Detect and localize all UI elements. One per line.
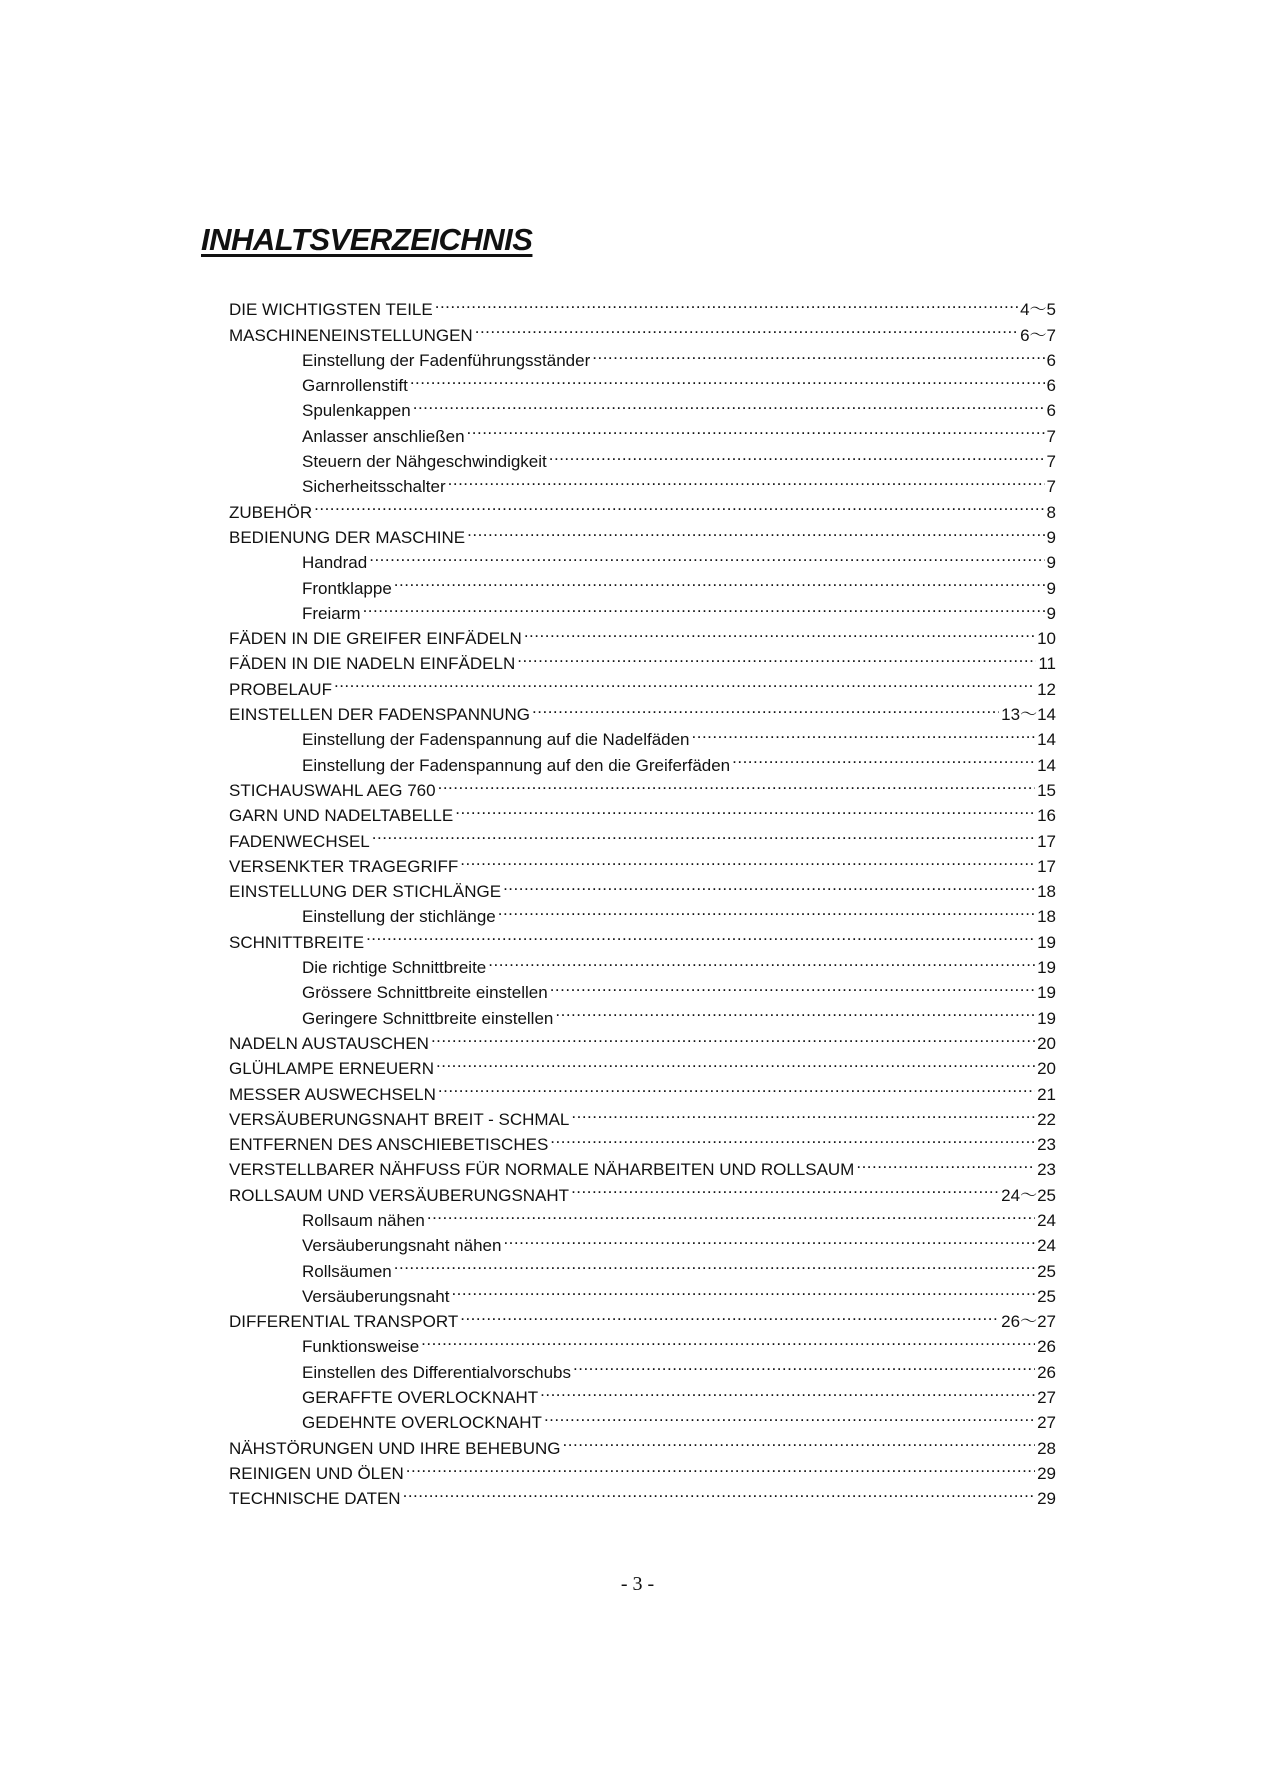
toc-entry-label: GEDEHNTE OVERLOCKNAHT: [302, 1413, 542, 1433]
toc-entry-page: 6: [1046, 401, 1056, 421]
toc-entry: [229, 492, 1056, 522]
toc-entry-label: NÄHSTÖRUNGEN UND IHRE BEHEBUNG: [229, 1438, 561, 1458]
toc-entry-label: Frontklappe: [302, 578, 392, 598]
toc-entry-page: 9: [1046, 578, 1056, 598]
toc-entry-label: Garnrollenstift: [302, 376, 408, 396]
toc-entry-label: VERSENKTER TRAGEGRIFF: [229, 856, 459, 876]
toc-entry-page: 14: [1037, 755, 1056, 775]
toc-entry-label: TECHNISCHE DATEN: [229, 1489, 401, 1509]
dot-leader: [563, 1428, 1036, 1453]
dot-leader: [550, 973, 1035, 998]
dot-leader: [363, 594, 1045, 619]
dot-leader: [692, 720, 1036, 745]
toc-entry-label: Versäuberungsnaht nähen: [302, 1236, 502, 1256]
toc-entry-label: SCHNITTBREITE: [229, 932, 365, 952]
dot-leader: [421, 1327, 1035, 1352]
toc-entry-label: FADENWECHSEL: [229, 831, 370, 851]
toc-entry-page: 23: [1037, 1135, 1056, 1155]
dot-leader: [571, 1100, 1035, 1125]
toc-entry-page: 6～7: [1020, 325, 1056, 345]
toc-entry-page: 22: [1037, 1109, 1056, 1129]
dot-leader: [451, 1277, 1035, 1302]
toc-entry-page: 12: [1037, 679, 1056, 699]
toc-entry-label: Die richtige Schnittbreite: [302, 958, 487, 978]
toc-entry-page: 20: [1037, 1059, 1056, 1079]
toc-entry-page: 24: [1037, 1210, 1056, 1230]
toc-entry-label: DIE WICHTIGSTEN TEILE: [229, 300, 433, 320]
toc-entry-label: NADELN AUSTAUSCHEN: [229, 1033, 429, 1053]
toc-entry-label: Grössere Schnittbreite einstellen: [302, 983, 548, 1003]
toc-entry-page: 19: [1037, 958, 1056, 978]
toc-entry-page: 25: [1037, 1261, 1056, 1281]
dot-leader: [488, 948, 1035, 973]
toc-entry-label: PROBELAUF: [229, 679, 332, 699]
toc-entry-label: Einstellen des Differentialvorschubs: [302, 1362, 571, 1382]
toc-entry-label: Einstellung der Fadenführungsständer: [302, 350, 591, 370]
toc-entry-label: ENTFERNEN DES ANSCHIEBETISCHES: [229, 1135, 549, 1155]
toc-entry-label: GARN UND NADELTABELLE: [229, 806, 454, 826]
toc-entry-label: Steuern der Nähgeschwindigkeit: [302, 452, 547, 472]
dot-leader: [475, 315, 1018, 340]
dot-leader: [435, 290, 1018, 315]
dot-leader: [732, 745, 1035, 770]
toc-entry-label: GERAFFTE OVERLOCKNAHT: [302, 1388, 539, 1408]
dot-leader: [532, 695, 999, 720]
toc-entry-label: MASCHINENEINSTELLUNGEN: [229, 325, 473, 345]
dot-leader: [394, 568, 1045, 593]
page-title: INHALTSVERZEICHNIS: [201, 222, 533, 257]
dot-leader: [427, 1201, 1035, 1226]
toc-entry-label: Geringere Schnittbreite einstellen: [302, 1008, 554, 1028]
toc-entry-page: 6: [1046, 350, 1056, 370]
dot-leader: [503, 1226, 1035, 1251]
toc-entry: [229, 695, 1056, 725]
toc-entry-page: 13～14: [1001, 705, 1056, 725]
dot-leader: [467, 416, 1045, 441]
dot-leader: [549, 442, 1045, 467]
toc-entry-label: BEDIENUNG DER MASCHINE: [229, 527, 466, 547]
toc-entry-label: EINSTELLEN DER FADENSPANNUNG: [229, 705, 531, 725]
toc-entry-label: VERSÄUBERUNGSNAHT BREIT - SCHMAL: [229, 1109, 570, 1129]
dot-leader: [403, 1479, 1035, 1504]
toc-entry-page: 23: [1037, 1160, 1056, 1180]
toc-entry-label: Rollsäumen: [302, 1261, 392, 1281]
toc-entry-label: ZUBEHÖR: [229, 502, 313, 522]
toc-entry-page: 24: [1037, 1236, 1056, 1256]
toc-entry-label: ROLLSAUM UND VERSÄUBERUNGSNAHT: [229, 1185, 570, 1205]
dot-leader: [550, 1125, 1035, 1150]
toc-entry-page: 19: [1037, 1008, 1056, 1028]
toc-entry: [229, 669, 1056, 699]
dot-leader: [460, 847, 1035, 872]
toc-entry-label: REINIGEN UND ÖLEN: [229, 1463, 404, 1483]
dot-leader: [369, 543, 1044, 568]
toc-entry-page: 29: [1037, 1489, 1056, 1509]
dot-leader: [410, 366, 1045, 391]
toc-entry-page: 27: [1037, 1388, 1056, 1408]
toc-entry-page: 18: [1037, 907, 1056, 927]
toc-entry-page: 21: [1037, 1084, 1056, 1104]
dot-leader: [856, 1150, 1035, 1175]
toc-entry-label: Freiarm: [302, 603, 361, 623]
dot-leader: [544, 1403, 1035, 1428]
toc-entry-page: 28: [1037, 1438, 1056, 1458]
toc-entry-label: DIFFERENTIAL TRANSPORT: [229, 1312, 459, 1332]
toc-entry-label: FÄDEN IN DIE GREIFER EINFÄDELN: [229, 629, 522, 649]
dot-leader: [540, 1378, 1035, 1403]
toc-entry-label: Einstellung der Fadenspannung auf die Nadelfäden: [302, 730, 690, 750]
toc-entry-label: Einstellung der Fadenspannung auf den die Greiferfäden: [302, 755, 731, 775]
toc-entry-page: 18: [1037, 882, 1056, 902]
toc-entry-page: 14: [1037, 730, 1056, 750]
dot-leader: [372, 821, 1035, 846]
toc-entry-page: 15: [1037, 780, 1056, 800]
page-number: - 3 -: [620, 1573, 655, 1595]
toc-entry-label: STICHAUSWAHL AEG 760: [229, 780, 436, 800]
toc-entry-page: 9: [1046, 553, 1056, 573]
toc-entry-page: 25: [1037, 1286, 1056, 1306]
toc-entry-page: 10: [1037, 629, 1056, 649]
dot-leader: [438, 771, 1035, 796]
dot-leader: [460, 1302, 999, 1327]
toc-entry-page: 17: [1037, 831, 1056, 851]
dot-leader: [498, 897, 1035, 922]
dot-leader: [592, 341, 1044, 366]
toc-entry: [229, 518, 1056, 547]
dot-leader: [573, 1352, 1035, 1377]
toc-entry-page: 26: [1037, 1337, 1056, 1357]
toc-entry-label: Sicherheitsschalter: [302, 477, 446, 497]
toc-entry-page: 26: [1037, 1362, 1056, 1382]
toc-entry-label: Anlasser anschließen: [302, 426, 465, 446]
toc-entry-label: FÄDEN IN DIE NADELN EINFÄDELN: [229, 654, 516, 674]
toc-entry-page: 19: [1037, 932, 1056, 952]
dot-leader: [571, 1175, 999, 1200]
toc-entry-label: Spulenkappen: [302, 401, 411, 421]
toc-entry-page: 19: [1037, 983, 1056, 1003]
toc-entry-label: VERSTELLBARER NÄHFUSS FÜR NORMALE NÄHARBEITEN UND ROLLSAUM: [229, 1160, 855, 1180]
dot-leader: [438, 1074, 1035, 1099]
toc-entry-page: 24～25: [1001, 1185, 1056, 1205]
toc-entry-page: 29: [1037, 1463, 1056, 1483]
toc-entry-page: 26～27: [1001, 1312, 1056, 1332]
toc-entry-label: MESSER AUSWECHSELN: [229, 1084, 436, 1104]
toc-entry-label: EINSTELLUNG DER STICHLÄNGE: [229, 882, 502, 902]
toc-entry-label: Funktionsweise: [302, 1337, 420, 1357]
toc-entry-label: Handrad: [302, 553, 368, 573]
dot-leader: [366, 922, 1035, 947]
toc-entry-page: 7: [1046, 452, 1056, 472]
dot-leader: [503, 872, 1035, 897]
toc-entry-page: 6: [1046, 376, 1056, 396]
toc-entry-page: 7: [1046, 477, 1056, 497]
toc-entry-label: Einstellung der stichlänge: [302, 907, 496, 927]
dot-leader: [394, 1251, 1035, 1276]
dot-leader: [467, 518, 1044, 543]
dot-leader: [555, 998, 1035, 1023]
toc-entry-label: GLÜHLAMPE ERNEUERN: [229, 1059, 434, 1079]
toc-entry-page: 27: [1037, 1413, 1056, 1433]
toc-entry-page: 11: [1038, 654, 1056, 674]
dot-leader: [314, 492, 1044, 517]
dot-leader: [524, 619, 1035, 644]
toc-entry: [229, 290, 1056, 320]
toc-entry-page: 8: [1046, 502, 1056, 522]
table-of-contents: [229, 290, 1056, 1509]
dot-leader: [334, 669, 1035, 694]
dot-leader: [406, 1454, 1035, 1479]
toc-entry-page: 9: [1046, 527, 1056, 547]
dot-leader: [448, 467, 1045, 492]
dot-leader: [431, 1024, 1035, 1049]
dot-leader: [517, 644, 1036, 669]
dot-leader: [455, 796, 1035, 821]
toc-entry-page: 17: [1037, 856, 1056, 876]
toc-entry-label: Rollsaum nähen: [302, 1210, 425, 1230]
toc-entry-page: 7: [1046, 426, 1056, 446]
toc-entry-label: Versäuberungsnaht: [302, 1286, 450, 1306]
toc-entry-page: 9: [1046, 603, 1056, 623]
dot-leader: [436, 1049, 1035, 1074]
toc-entry-page: 20: [1037, 1033, 1056, 1053]
toc-entry-page: 4～5: [1020, 300, 1056, 320]
toc-entry-page: 16: [1037, 806, 1056, 826]
dot-leader: [413, 391, 1045, 416]
